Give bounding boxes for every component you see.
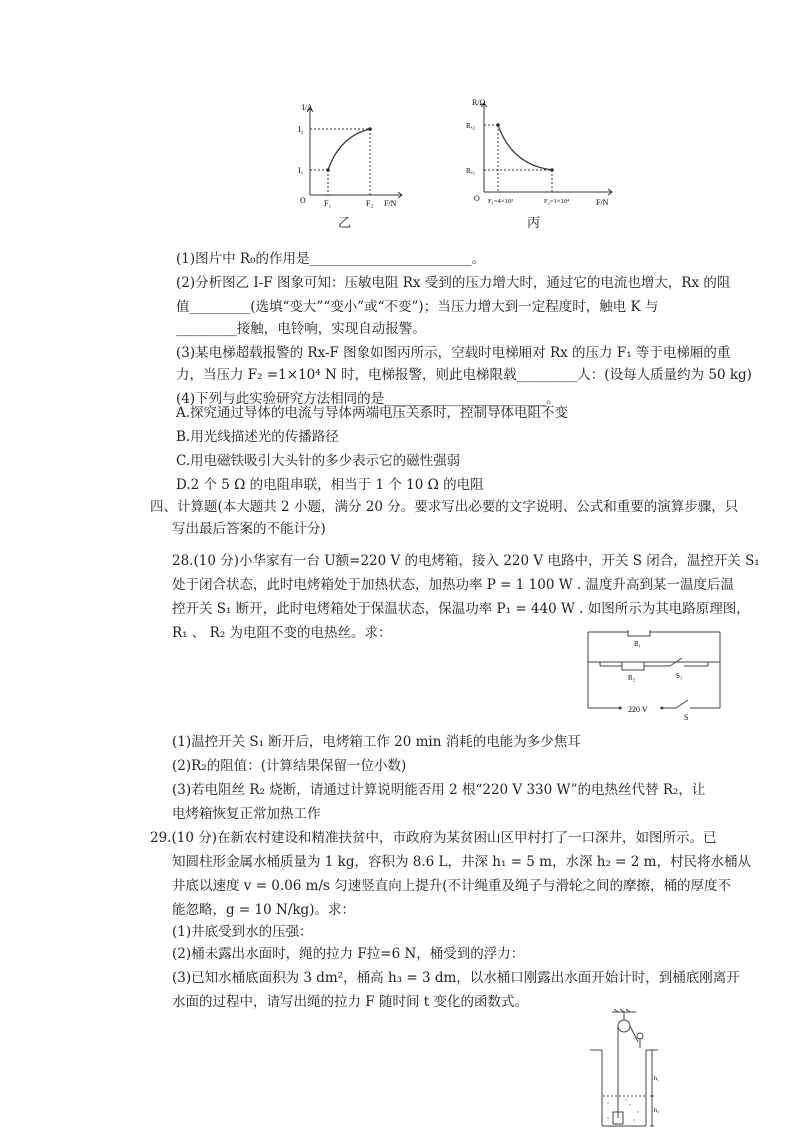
bing-y-axis-label: R/Ω <box>472 98 486 107</box>
yi-x-axis-label: F/N <box>384 199 397 208</box>
svg-text:F₂: F₂ <box>366 199 374 208</box>
well-diagram <box>590 1008 680 1130</box>
bing-x-axis-label: F/N <box>596 198 609 207</box>
q28-part-3: (3)若电阻丝 R₂ 烧断，请通过计算说明能否用 2 根“220 V 330 W”的电热丝代替 R₂，让 <box>172 782 706 798</box>
svg-text:Rₓ₂: Rₓ₂ <box>466 122 476 130</box>
circuit-diagram <box>580 630 730 725</box>
q27-part-1: (1)图片中 R₀的作用是________________________。 <box>176 251 485 267</box>
svg-text:S: S <box>684 713 689 722</box>
svg-text:220 V: 220 V <box>628 705 648 714</box>
q29-part-2: (2)桶未露出水面时，绳的拉力 F拉=6 N，桶受到的浮力： <box>172 946 525 962</box>
svg-text:I₁: I₁ <box>298 166 304 175</box>
figure-label-bing: 丙 <box>527 216 541 231</box>
q27-part-4: (4)下列与此实验研究方法相同的是________________________。 <box>176 391 560 407</box>
q28-part-3-cont: 电烤箱恢复正常加热工作 <box>172 806 321 822</box>
option-b: B.用光线描述光的传播路径 <box>176 429 339 445</box>
q29-line-3: 井底以速度 v = 0.06 m/s 匀速竖直向上提升(不计绳重及绳子与滑轮之间的摩擦，桶的厚度不 <box>172 878 731 894</box>
q27-part-3: (3)某电梯超载报警的 Rx-F 图象如图丙所示，空载时电梯厢对 Rx 的压力 F₁ 等于电梯厢的重 <box>176 345 731 361</box>
graph-yi <box>290 100 410 210</box>
svg-text:R₁: R₁ <box>634 640 642 648</box>
q28-line-4: R₁ 、 R₂ 为电阻不变的电热丝。求： <box>172 625 392 641</box>
q27-part-3-cont: 力，当压力 F₂ =1×10⁴ N 时，电梯报警，则此电梯限载_________人：(设每人质量约为 50 kg) <box>176 367 752 383</box>
svg-text:F₁: F₁ <box>324 199 332 208</box>
svg-text:O: O <box>474 194 480 203</box>
q28-line-2: 处于闭合状态，此时电烤箱处于加热状态，加热功率 P = 1 100 W . 温度升高到某一温度后温 <box>172 577 734 593</box>
q27-part-2-cont: 值_________(选填“变大”“变小”或“不变”)；当压力增大到一定程度时，触电 K 与 <box>176 299 659 315</box>
q29-line-4: 能忽略，g = 10 N/kg)。求： <box>172 902 355 918</box>
option-c: C.用电磁铁吸引大头针的多少表示它的磁性强弱 <box>176 453 461 469</box>
q27-part-2: (2)分析图乙 I-F 图象可知：压敏电阻 Rx 受到的压力增大时，通过它的电流也增大，Rx 的阻 <box>176 275 731 291</box>
svg-text:F₂=1×10⁴: F₂=1×10⁴ <box>544 198 570 205</box>
q28-line-3: 控开关 S₁ 断开，此时电烤箱处于保温状态，保温功率 P₁ = 440 W . 如图所示为其电路原理图， <box>172 601 750 617</box>
svg-text:O: O <box>300 196 306 205</box>
option-d: D.2 个 5 Ω 的电阻串联，相当于 1 个 10 Ω 的电阻 <box>176 477 484 493</box>
svg-text:h₁: h₁ <box>654 1076 660 1082</box>
svg-text:F₁=4×10³: F₁=4×10³ <box>488 198 513 205</box>
q28-line-1: 28.(10 分)小华家有一台 U额=220 V 的电烤箱，接入 220 V 电路中，开关 S 闭合，温控开关 S₁ <box>172 553 760 569</box>
q27-part-2-cont2: _________接触，电铃响，实现自动报警。 <box>176 321 426 337</box>
q29-part-3: (3)已知水桶底面积为 3 dm²，桶高 h₃ = 3 dm，以水桶口刚露出水面开始计时，到桶底刚离开 <box>172 970 740 986</box>
svg-text:S₁: S₁ <box>676 672 683 680</box>
svg-text:h₂: h₂ <box>654 1108 660 1114</box>
graph-bing <box>462 95 622 210</box>
q28-part-2: (2)R₂的阻值：(计算结果保留一位小数) <box>172 758 407 774</box>
q29-line-1: 29.(10 分)在新农村建设和精准扶贫中，市政府为某贫困山区甲村打了一口深井，如图所示。已 <box>150 830 717 846</box>
q29-part-1: (1)井底受到水的压强： <box>172 924 313 940</box>
q28-part-1: (1)温控开关 S₁ 断开后，电烤箱工作 20 min 消耗的电能为多少焦耳 <box>172 734 581 750</box>
q29-line-2: 知圆柱形金属水桶质量为 1 kg，容积为 8.6 L，井深 h₁ = 5 m，水深 h₂ = 2 m，村民将水桶从 <box>172 854 751 870</box>
figure-label-yi: 乙 <box>338 216 352 231</box>
svg-text:R₂: R₂ <box>628 674 636 682</box>
option-a: A.探究通过导体的电流与导体两端电压关系时，控制导体电阻不变 <box>176 405 569 421</box>
q29-part-3-cont: 水面的过程中，请写出绳的拉力 F 随时间 t 变化的函数式。 <box>172 994 528 1010</box>
yi-y-axis-label: I/A <box>302 103 313 112</box>
svg-text:I₂: I₂ <box>298 125 304 134</box>
svg-text:Rₓ₁: Rₓ₁ <box>466 167 476 175</box>
